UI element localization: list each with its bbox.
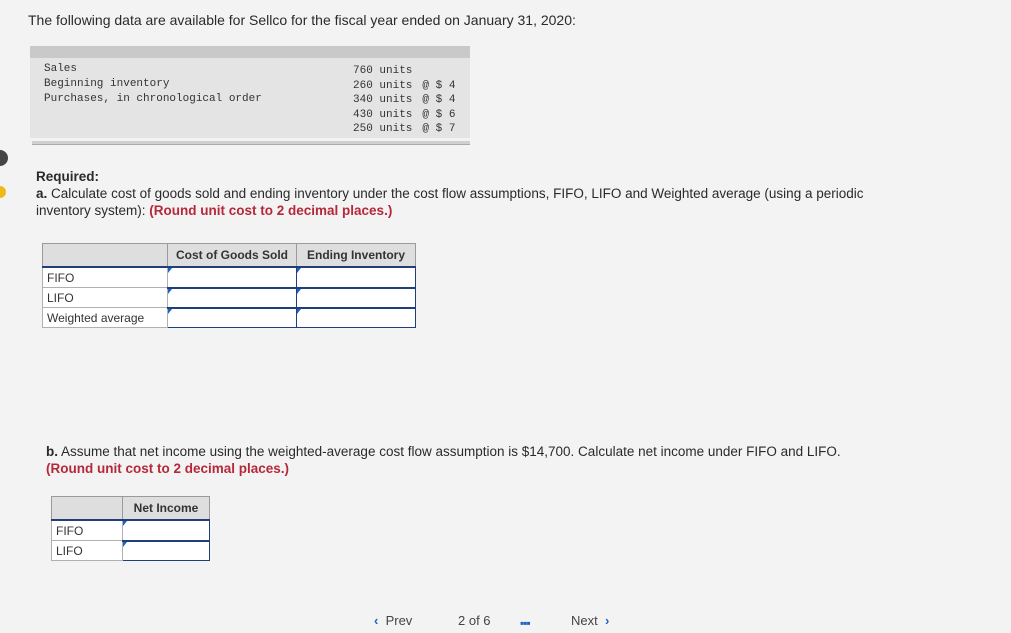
cell-flag-icon [123, 542, 127, 547]
fifo-cogs-input[interactable] [168, 269, 296, 286]
lifo-ending-inventory-cell[interactable] [297, 288, 416, 308]
cell-flag-icon [168, 289, 172, 294]
table-row [52, 520, 210, 541]
lifo-ending-inventory-input[interactable] [297, 289, 415, 306]
part-a-rounding-note: (Round unit cost to 2 decimal places.) [149, 203, 393, 218]
lifo-cogs-input[interactable] [168, 289, 296, 306]
row-label-fifo: FIFO [52, 520, 123, 541]
table-row [43, 267, 416, 288]
cell-flag-icon [168, 309, 172, 314]
cell-flag-icon [297, 289, 301, 294]
row-label-fifo: FIFO [43, 267, 168, 288]
price-value: @ $ 7 [422, 123, 456, 135]
cell-flag-icon [123, 521, 127, 526]
part-a-instructions [36, 185, 896, 219]
data-row [353, 122, 462, 137]
row-label-lifo: LIFO [43, 288, 168, 308]
price-value: @ $ 4 [422, 94, 456, 106]
part-a-text: Calculate cost of goods sold and ending inventory under the cost flow assumptions, FIFO, LIFO and Weighted average (using a periodic inventory system): [36, 186, 864, 218]
fifo-net-income-input[interactable] [123, 522, 209, 539]
data-row [353, 108, 462, 123]
data-box-header-bar [30, 46, 470, 58]
lifo-net-income-cell[interactable] [123, 541, 210, 561]
required-section [36, 168, 896, 219]
column-header-cogs: Cost of Goods Sold [168, 244, 297, 268]
data-row [353, 79, 462, 94]
units-value: 340 units [353, 94, 413, 106]
part-b-text: Assume that net income using the weighted-average cost flow assumption is $14,700. Calculate net income under FIFO and LIFO. [61, 444, 841, 459]
flag-dot-icon [0, 186, 6, 198]
units-value: 250 units [353, 123, 413, 135]
lifo-net-income-input[interactable] [123, 542, 209, 559]
table-row [43, 308, 416, 328]
units-value: 260 units [353, 79, 413, 92]
required-heading: Required: [36, 169, 100, 184]
weighted-average-cogs-input[interactable] [168, 309, 296, 326]
data-row [353, 93, 462, 108]
table-corner-cell [52, 497, 123, 521]
part-b-line [46, 443, 906, 460]
grid-view-icon[interactable]: ▪▪▪ [520, 616, 530, 630]
data-label-purchases: Purchases, in chronological order [44, 93, 262, 105]
fifo-ending-inventory-cell[interactable] [297, 267, 416, 288]
cell-flag-icon [297, 309, 301, 314]
cell-flag-icon [168, 268, 172, 273]
units-value: 760 units [353, 65, 413, 77]
column-header-ending-inventory: Ending Inventory [297, 244, 416, 268]
pagination-bar [0, 613, 1011, 633]
price-value: @ $ 4 [422, 79, 456, 92]
table-row [52, 541, 210, 561]
fifo-ending-inventory-input[interactable] [297, 269, 415, 286]
problem-intro: The following data are available for Sellco for the fiscal year ended on January 31, 2020: [28, 12, 576, 28]
row-label-lifo: LIFO [52, 541, 123, 561]
data-units-column [353, 64, 462, 137]
table-header-row [52, 497, 210, 521]
part-b-rounding-note: (Round unit cost to 2 decimal places.) [46, 461, 290, 476]
chevron-right-icon: › [604, 613, 610, 628]
weighted-average-ending-inventory-input[interactable] [297, 309, 415, 326]
part-b-instructions [46, 443, 906, 477]
data-row [353, 64, 462, 79]
cogs-ending-inventory-table [42, 243, 416, 328]
table-row [43, 288, 416, 308]
weighted-average-cogs-cell[interactable] [168, 308, 297, 328]
row-label-weighted-average: Weighted average [43, 308, 168, 328]
next-label: Next [571, 613, 598, 628]
fifo-cogs-cell[interactable] [168, 267, 297, 288]
data-label-beginning-inventory: Beginning inventory [44, 78, 170, 90]
question-number-marker[interactable] [0, 150, 8, 166]
cell-flag-icon [297, 268, 301, 273]
table-corner-cell [43, 244, 168, 268]
part-b-prefix: b. [46, 444, 58, 459]
part-a-prefix: a. [36, 186, 48, 201]
data-box [30, 46, 470, 138]
data-label-sales: Sales [44, 63, 78, 75]
net-income-table [51, 496, 210, 561]
weighted-average-ending-inventory-cell[interactable] [297, 308, 416, 328]
units-value: 430 units [353, 108, 413, 121]
lifo-cogs-cell[interactable] [168, 288, 297, 308]
table-header-row [43, 244, 416, 268]
price-value: @ $ 6 [422, 108, 456, 121]
divider [32, 141, 470, 145]
column-header-net-income: Net Income [123, 497, 210, 521]
prev-label: Prev [385, 613, 413, 628]
data-labels [44, 62, 262, 107]
page-indicator[interactable]: 2 of 6 [458, 613, 491, 628]
chevron-left-icon: ‹ [374, 613, 379, 628]
fifo-net-income-cell[interactable] [123, 520, 210, 541]
